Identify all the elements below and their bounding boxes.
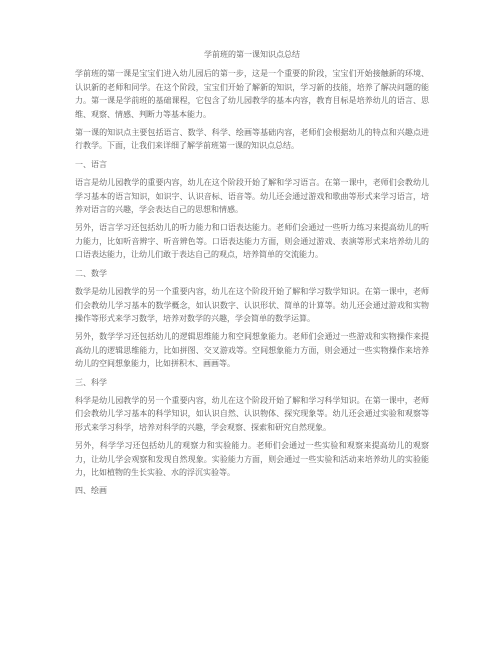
section-heading-drawing: 四、绘画 (75, 486, 107, 496)
section-heading-language: 一、语言 (75, 159, 107, 169)
science-paragraph-1: 科学是幼儿园教学的另一个重要内容，幼儿在这个阶段开始了解和学习科学知识。在第一课中，老师们会教幼儿学习基本的科学知识，如认识自然、认识物体、探究现象等。幼儿还会通过实验和观察等形式来学习科学，培养对科学的兴趣，学会观察、探索和研究自然现象。 (75, 395, 429, 432)
document-body (75, 48, 429, 503)
math-paragraph-1: 数学是幼儿园教学的另一个重要内容，幼儿在这个阶段开始了解和学习数学知识。在第一课中，老师们会教幼儿学习基本的数学概念，如认识数字、认识形状、简单的计算等。幼儿还会通过游戏和实物操作等形式来学习数学，培养对数学的兴趣，学会简单的数学运算。 (75, 287, 429, 323)
math-paragraph-2: 另外，数学学习还包括幼儿的逻辑思维能力和空间想象能力。老师们会通过一些游戏和实物操作来提高幼儿的逻辑思维能力，比如拼图、交叉游戏等。空间想象能力方面，则会通过一些实物操作来培养幼儿的空间想象能力，比如拼积木、画画等。 (75, 332, 429, 369)
section-heading-math: 二、数学 (75, 268, 107, 278)
document-title: 学前班的第一课知识点总结 (204, 50, 300, 59)
language-paragraph-2: 另外，语言学习还包括幼儿的听力能力和口语表达能力。老师们会通过一些听力练习来提高幼儿的听力能力，比如听音辨字、听音辨色等。口语表达能力方面，则会通过游戏、表演等形式来培养幼儿的口语表达能力，让幼儿们敢于表达自己的观点，培养简单的交流能力。 (75, 223, 429, 260)
language-paragraph-1: 语言是幼儿园教学的重要内容，幼儿在这个阶段开始了解和学习语言。在第一课中，老师们会教幼儿学习基本的语言知识，如识字、认识音标、语音等。幼儿还会通过游戏和歌曲等形式来学习语言，培养对语言的兴趣，学会表达自己的思想和情感。 (75, 178, 429, 215)
science-paragraph-2: 另外，科学学习还包括幼儿的观察力和实验能力。老师们会通过一些实验和观察来提高幼儿的观察力，让幼儿学会观察和发现自然现象。实验能力方面，则会通过一些实验和活动来培养幼儿的实验能力，比如植物的生长实验、水的浮沉实验等。 (75, 441, 429, 477)
intro-paragraph-1: 学前班的第一课是宝宝们进入幼儿园后的第一步，这是一个重要的阶段，宝宝们开始接触新的环境、认识新的老师和同学。在这个阶段，宝宝们开始了解新的知识，学习新的技能，培养了解决问题的能力。第一课是学前班的基础课程，它包含了幼儿园教学的基本内容，教育目标是培养幼儿的语言、思维、观察、情感、判断力等基本能力。 (75, 69, 429, 119)
section-heading-science: 三、科学 (75, 377, 107, 387)
intro-paragraph-2: 第一课的知识点主要包括语言、数学、科学、绘画等基础内容，老师们会根据幼儿的特点和兴趣点进行教学。下面，让我们来详细了解学前班第一课的知识点总结。 (75, 128, 429, 151)
